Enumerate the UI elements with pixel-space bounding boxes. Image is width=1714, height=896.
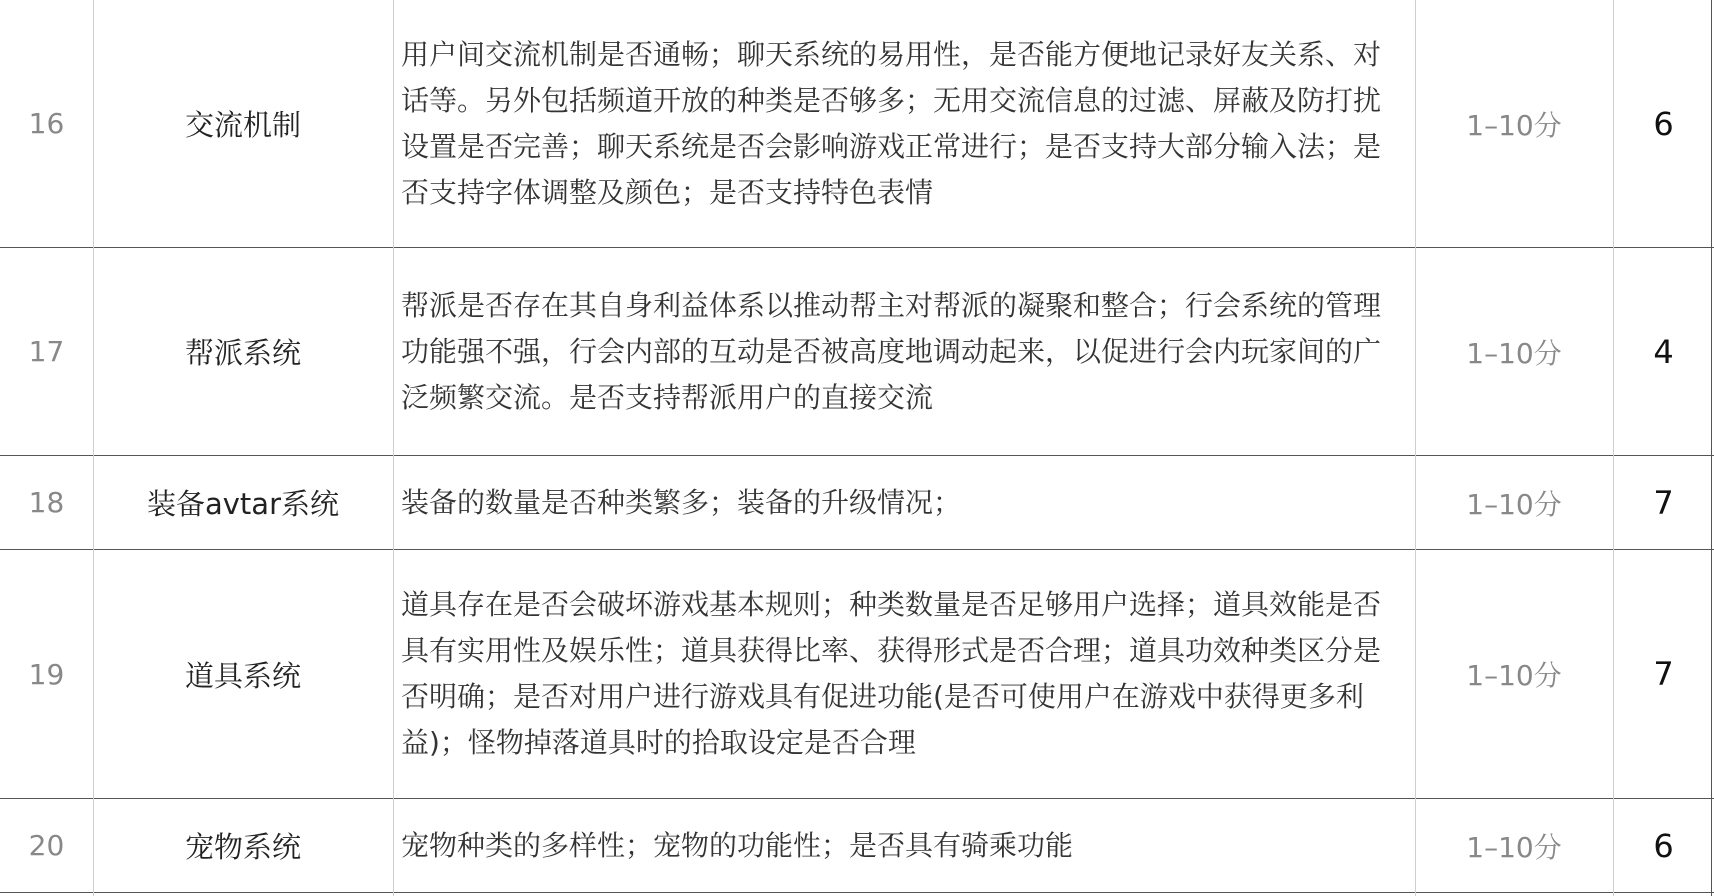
row-number: 16 xyxy=(28,107,65,140)
item-name: 道具系统 xyxy=(184,658,301,693)
score-value: 7 xyxy=(1653,483,1674,522)
score-range: 1–10分 xyxy=(1466,336,1562,370)
item-description xyxy=(393,0,1415,247)
column-divider xyxy=(393,0,394,896)
score-value: 6 xyxy=(1653,104,1674,143)
item-description xyxy=(393,248,1415,455)
item-name: 交流机制 xyxy=(184,108,301,142)
column-divider xyxy=(1415,0,1416,896)
score-range: 1–10分 xyxy=(1466,830,1562,864)
score-value: 7 xyxy=(1653,655,1674,693)
item-name: 宠物系统 xyxy=(184,830,301,864)
item-name: 帮派系统 xyxy=(184,336,301,370)
description-text: 宠物种类的多样性；宠物的功能性；是否具有骑乘功能 xyxy=(401,828,1074,862)
row-number: 20 xyxy=(28,829,65,862)
score-value: 6 xyxy=(1653,826,1674,865)
description-text: 装备的数量是否种类繁多；装备的升级情况； xyxy=(401,485,962,519)
table-right-border xyxy=(1711,0,1712,896)
description-text: 用户间交流机制是否通畅；聊天系统的易用性，是否能方便地记录好友关系、对话等。另外包括频道开放的种类是否够多；无用交流信息的过滤、屏蔽及防打扰设置是否完善；聊天系统是否会影响游戏正常进行；是否支持大部分输入法；是否支持字体调整及颜色；是否支持特色表情 xyxy=(401,37,1382,209)
table-row xyxy=(0,550,1714,799)
table-row xyxy=(0,456,1714,550)
description-text: 道具存在是否会破坏游戏基本规则；种类数量是否足够用户选择；道具效能是否具有实用性及娱乐性；道具获得比率、获得形式是否合理；道具功效种类区分是否明确；是否对用户进行游戏具有促进功能(是否可使用户在游戏中获得更多利益)；怪物掉落道具时的拾取设定是否合理 xyxy=(401,588,1382,759)
table-row xyxy=(0,248,1714,456)
table-row xyxy=(0,799,1714,893)
score-range: 1–10分 xyxy=(1466,108,1562,142)
item-name: 装备avtar系统 xyxy=(147,487,339,521)
column-divider xyxy=(93,0,94,896)
item-description xyxy=(393,550,1415,798)
description-text: 帮派是否存在其自身利益体系以推动帮主对帮派的凝聚和整合；行会系统的管理功能强不强，行会内部的互动是否被高度地调动起来，以促进行会内玩家间的广泛频繁交流。是否支持帮派用户的直接交流 xyxy=(401,288,1382,414)
item-description xyxy=(393,456,1415,549)
item-description xyxy=(393,799,1415,892)
table-row xyxy=(0,0,1714,248)
row-number: 17 xyxy=(28,335,65,368)
score-range: 1–10分 xyxy=(1466,487,1562,521)
score-range: 1–10分 xyxy=(1466,659,1562,692)
row-number: 18 xyxy=(28,486,65,519)
row-number: 19 xyxy=(28,657,65,691)
column-divider xyxy=(1613,0,1614,896)
score-value: 4 xyxy=(1653,332,1674,371)
